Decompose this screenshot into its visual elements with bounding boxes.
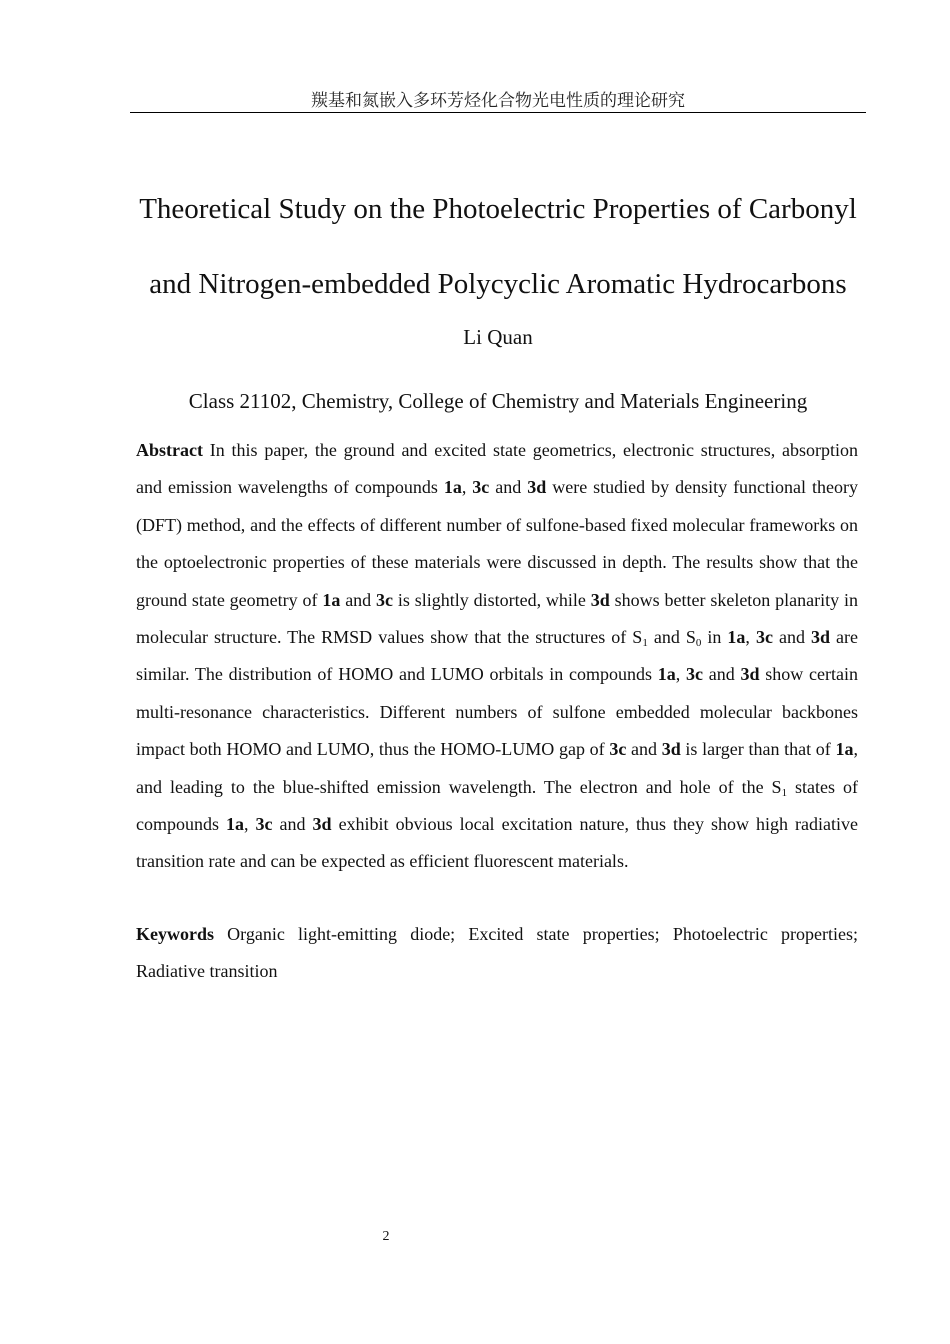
keywords-text: Organic light-emitting diode; Excited state properties; Photoelectric properties; Radiative transition (136, 924, 858, 982)
compound-label: 1a (727, 627, 746, 648)
abstract-text: , and leading to the blue-shifted emission wavelength. The electron and hole of the S (136, 739, 858, 797)
abstract-text: , (745, 627, 756, 648)
compound-label: 3d (590, 589, 610, 610)
author-name: Li Quan (463, 325, 533, 349)
abstract-text: and (626, 739, 662, 760)
abstract-text: , (675, 664, 686, 685)
abstract-text: , (244, 814, 256, 835)
compound-label: 3c (472, 477, 490, 498)
subscript: 1 (642, 637, 648, 650)
abstract-text: shows better skeleton planarity in molecular structure. The RMSD values show that the structures of S (136, 589, 858, 648)
compound-label: 3c (609, 739, 627, 760)
page-number: 2 (382, 1229, 390, 1244)
abstract-text: , (461, 477, 473, 498)
abstract-text: and (702, 664, 741, 685)
abstract-text: and (489, 477, 528, 498)
compound-label: 1a (226, 814, 245, 835)
compound-label: 1a (322, 589, 341, 610)
keywords-label: Keywords (136, 924, 214, 944)
compound-label: 3d (312, 814, 332, 835)
compound-label: 3d (740, 664, 760, 685)
abstract-text: and (772, 627, 811, 648)
abstract-text: are similar. The distribution of HOMO and LUMO orbitals in compounds (136, 627, 858, 685)
abstract-text: exhibit obvious local excitation nature, thus they show high radiative transition rate and can be expected as efficient fluorescent materials. (136, 814, 859, 872)
compound-label: 3c (255, 814, 273, 835)
compound-label: 1a (657, 664, 676, 685)
compound-label: 3c (755, 627, 773, 648)
abstract-text: and (340, 589, 377, 610)
compound-label: 3d (810, 627, 830, 648)
compound-label: 3d (527, 477, 547, 498)
author-affiliation: Class 21102, Chemistry, College of Chemistry and Materials Engineering (188, 389, 808, 413)
abstract-text: show certain multi-resonance characteristics. Different numbers of sulfone embedded molecular backbones impact both HOMO and LUMO, thus the HOMO-LUMO gap of (136, 664, 859, 760)
paper-title (110, 172, 886, 322)
subscript: 0 (695, 637, 702, 650)
compound-label: 3c (376, 589, 394, 610)
abstract-text: in (701, 627, 728, 648)
subscript: 1 (781, 786, 788, 799)
compound-label: 1a (835, 739, 854, 760)
compound-label: 3d (661, 739, 681, 760)
title-line-2: and Nitrogen-embedded Polycyclic Aromatic Hydrocarbons (149, 268, 847, 300)
abstract-text: is slightly distorted, while (393, 589, 591, 610)
compound-label: 1a (443, 477, 462, 498)
abstract-text: and (272, 814, 313, 835)
abstract-text: is larger than that of (680, 739, 836, 760)
abstract-text: and S (647, 627, 696, 648)
abstract-paragraph (136, 432, 858, 881)
abstract-text: were studied by density functional theory (DFT) method, and the effects of different number of sulfone-based fixed molecular frameworks on the optoelectronic properties of these materials were discussed in depth. The results show that the ground state geometry of (136, 477, 858, 610)
title-line-1: Theoretical Study on the Photoelectric Properties of Carbonyl (139, 193, 857, 225)
keywords-paragraph (136, 916, 858, 991)
running-header: 羰基和氮嵌入多环芳烃化合物光电性质的理论研究 (130, 90, 866, 113)
abstract-text: states of compounds (136, 776, 858, 835)
abstract-label: Abstract (136, 440, 203, 460)
abstract-text: In this paper, the ground and excited state geometrics, electronic structures, absorption and emission wavelengths of compounds (136, 440, 858, 498)
compound-label: 3c (685, 664, 703, 685)
